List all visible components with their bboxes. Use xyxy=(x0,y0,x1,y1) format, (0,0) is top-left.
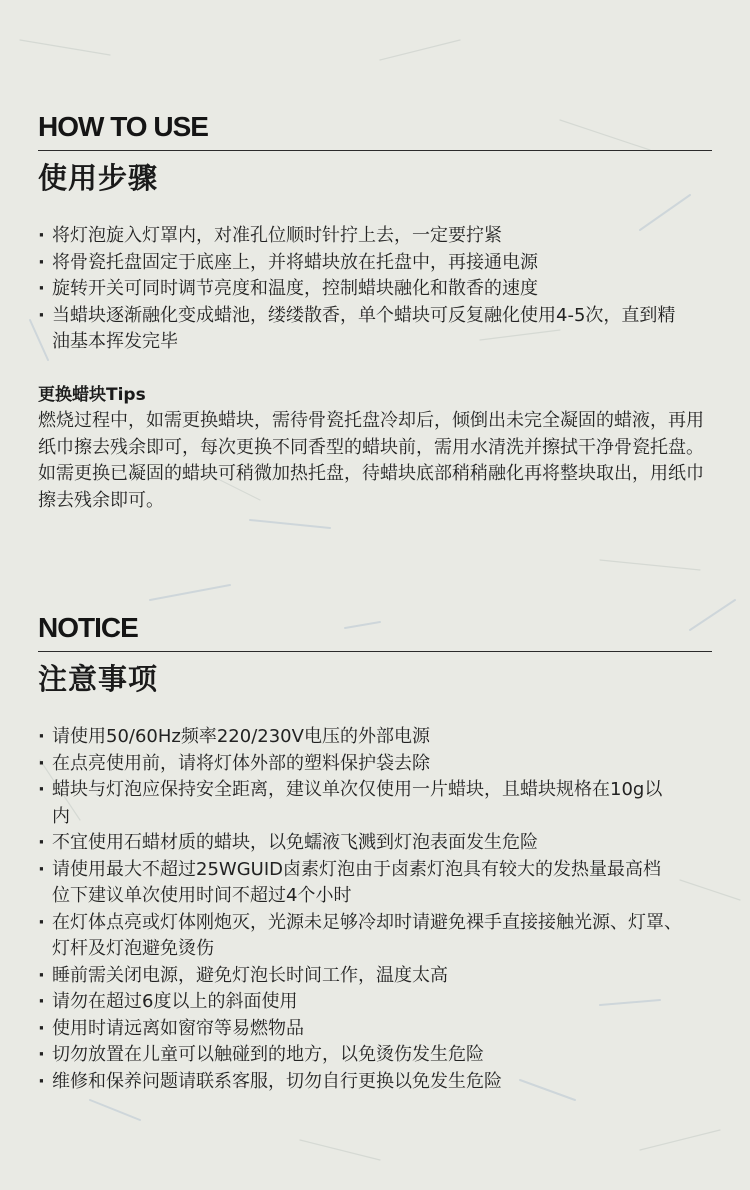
tips-title: 更换蜡块Tips xyxy=(38,385,146,405)
notice-list xyxy=(38,724,698,1095)
list-item: · 将灯泡旋入灯罩内，对准孔位顺时针拧上去，一定要拧紧 xyxy=(38,223,712,250)
list-item: · 请使用50/60Hz频率220/230V电压的外部电源 xyxy=(38,724,698,751)
tips-paragraph: 燃烧过程中，如需更换蜡块，需待骨瓷托盘冷却后，倾倒出未完全凝固的蜡液，再用纸巾擦去残余即可，每次更换不同香型的蜡块前，需用水清洗并擦拭干净骨瓷托盘。 xyxy=(38,410,704,458)
list-item: · 当蜡块逐渐融化变成蜡池，缕缕散香，单个蜡块可反复融化使用4-5次，直到精油基本挥发完毕 xyxy=(38,303,712,356)
list-item: · 请勿在超过6度以上的斜面使用 xyxy=(38,989,698,1016)
list-item: · 将骨瓷托盘固定于底座上，并将蜡块放在托盘中，再接通电源 xyxy=(38,250,712,277)
list-item: · 旋转开关可同时调节亮度和温度，控制蜡块融化和散香的速度 xyxy=(38,276,712,303)
list-item: · 不宜使用石蜡材质的蜡块，以免蠕液飞溅到灯泡表面发生危险 xyxy=(38,830,698,857)
tips-paragraph: 如需更换已凝固的蜡块可稍微加热托盘，待蜡块底部稍稍融化再将整块取出，用纸巾擦去残余即可。 xyxy=(38,463,704,511)
how-to-use-title-en: HOW TO USE xyxy=(38,111,208,142)
steps-list xyxy=(38,223,712,356)
notice-section xyxy=(38,611,712,1095)
list-item: · 在灯体点亮或灯体刚炮灭，光源未足够冷却时请避免裸手直接接触光源、灯罩、灯杆及灯泡避免烫伤 xyxy=(38,910,698,963)
notice-title-cn: 注意事项 xyxy=(38,662,159,696)
how-to-use-title-cn: 使用步骤 xyxy=(38,161,159,195)
section-divider xyxy=(38,150,712,151)
list-item: · 维修和保养问题请联系客服，切勿自行更换以免发生危险 xyxy=(38,1069,698,1096)
tips-section xyxy=(38,382,712,514)
list-item: · 请使用最大不超过25WGUID卤素灯泡由于卤素灯泡具有较大的发热量最高档位下建议单次使用时间不超过4个小时 xyxy=(38,857,698,910)
section-divider xyxy=(38,651,712,652)
list-item: · 睡前需关闭电源，避免灯泡长时间工作，温度太高 xyxy=(38,963,698,990)
notice-title-en: NOTICE xyxy=(38,612,138,643)
list-item: · 在点亮使用前，请将灯体外部的塑料保护袋去除 xyxy=(38,751,698,778)
list-item: · 蜡块与灯泡应保持安全距离，建议单次仅使用一片蜡块，且蜡块规格在10g以内 xyxy=(38,777,698,830)
list-item: · 使用时请远离如窗帘等易燃物品 xyxy=(38,1016,698,1043)
list-item: · 切勿放置在儿童可以触碰到的地方，以免烫伤发生危险 xyxy=(38,1042,698,1069)
how-to-use-section xyxy=(38,110,712,356)
